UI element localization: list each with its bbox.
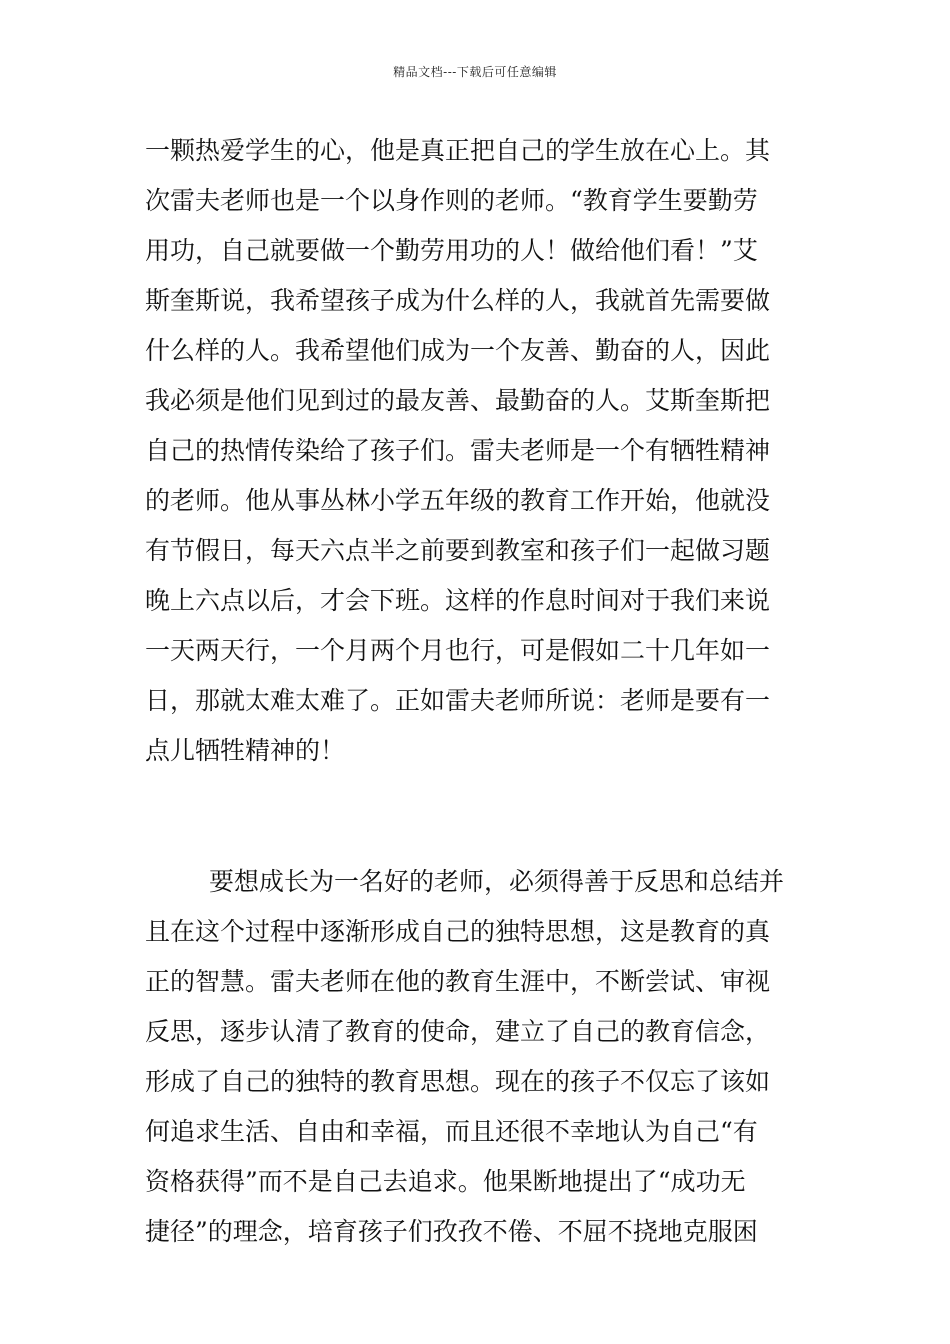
text-line: 资格获得”而不是自己去追求。他果断地提出了“成功无 bbox=[145, 1167, 746, 1196]
text-line: 日，那就太难太难了。正如雷夫老师所说：老师是要有一 bbox=[145, 686, 771, 715]
text-line: 我必须是他们见到过的最友善、最勤奋的人。艾斯奎斯把 bbox=[145, 386, 771, 415]
text-line: 斯奎斯说，我希望孩子成为什么样的人，我就首先需要做 bbox=[145, 286, 771, 315]
page-header: 精品文档---下载后可任意编辑 bbox=[393, 65, 557, 79]
text-line: 晚上六点以后，才会下班。这样的作息时间对于我们来说 bbox=[145, 586, 771, 615]
text-line: 反思，逐步认清了教育的使命，建立了自己的教育信念， bbox=[145, 1017, 771, 1046]
paragraph-2 bbox=[145, 857, 810, 1257]
text-line: 一颗热爱学生的心，他是真正把自己的学生放在心上。其 bbox=[145, 136, 771, 165]
text-line: 一天两天行，一个月两个月也行，可是假如二十几年如一 bbox=[145, 636, 771, 665]
text-line: 形成了自己的独特的教育思想。现在的孩子不仅忘了该如 bbox=[145, 1067, 771, 1096]
text-line: 何追求生活、自由和幸福，而且还很不幸地认为自己“有 bbox=[145, 1117, 758, 1146]
text-line: 用功，自己就要做一个勤劳用功的人！做给他们看！”艾 bbox=[145, 236, 758, 265]
text-line: 次雷夫老师也是一个以身作则的老师。“教育学生要勤劳 bbox=[145, 186, 758, 215]
text-line: 要想成长为一名好的老师，必须得善于反思和总结并 bbox=[209, 867, 785, 896]
paragraph-1 bbox=[145, 126, 810, 776]
text-line: 有节假日，每天六点半之前要到教室和孩子们一起做习题 bbox=[145, 536, 771, 565]
text-line: 什么样的人。我希望他们成为一个友善、勤奋的人，因此 bbox=[145, 336, 771, 365]
text-line: 且在这个过程中逐渐形成自己的独特思想，这是教育的真 bbox=[145, 917, 771, 946]
paragraph-gap bbox=[145, 776, 810, 857]
text-line: 的老师。他从事丛林小学五年级的教育工作开始，他就没 bbox=[145, 486, 771, 515]
text-line: 自己的热情传染给了孩子们。雷夫老师是一个有牺牲精神 bbox=[145, 436, 771, 465]
text-line: 点儿牺牲精神的！ bbox=[145, 736, 346, 765]
document-body bbox=[145, 126, 810, 1257]
text-line: 正的智慧。雷夫老师在他的教育生涯中，不断尝试、审视 bbox=[145, 967, 771, 996]
text-line: 捷径”的理念，培育孩子们孜孜不倦、不屈不挠地克服困 bbox=[145, 1217, 758, 1246]
